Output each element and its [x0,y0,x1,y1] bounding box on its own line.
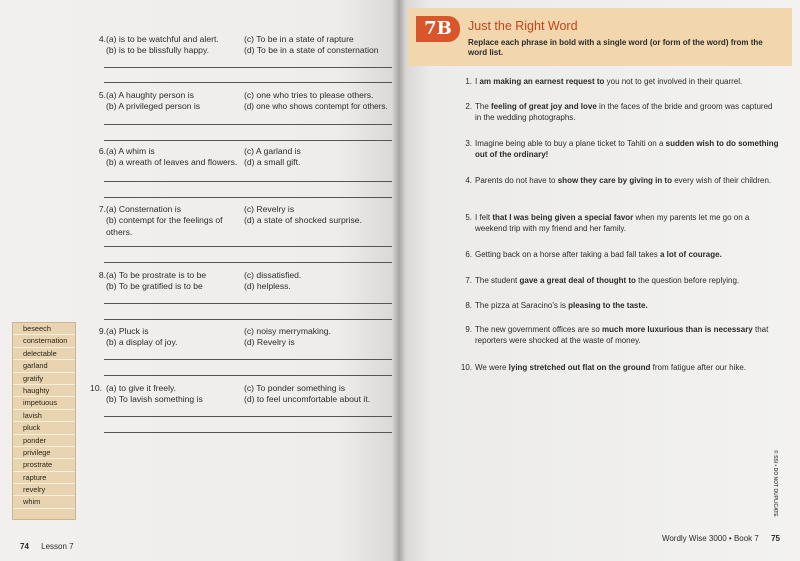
sentence-6 [460,249,780,260]
option-b: (b) To lavish something is [106,394,203,404]
option-d: (d) To be in a state of consternation [244,45,379,55]
lesson-label: Lesson 7 [41,542,74,551]
question-number: 7. [98,204,106,214]
exercise-instructions: Replace each phrase in bold with a single word (or form of the word) from the word list. [468,38,763,57]
option-d: (d) a state of shocked surprise. [244,215,362,225]
word-list-item: haughty [13,385,75,397]
option-c: (c) noisy merrymaking. [244,326,331,336]
question-7 [92,204,392,238]
bold-phrase: feeling of great joy and love [491,102,597,111]
answer-line[interactable] [104,124,392,125]
sentence-4 [460,175,780,186]
bold-phrase: sudden wish to do something out of the ordinary! [475,139,779,159]
bold-phrase: show they care by giving in to [557,176,672,185]
sentence-text: I felt [475,213,493,222]
answer-line[interactable] [104,82,392,83]
word-list [12,322,76,520]
question-4 [92,34,392,58]
right-page [398,0,800,561]
word-list-item: beseech [13,323,75,335]
option-c: (c) To ponder something is [244,383,346,393]
answer-line[interactable] [104,262,392,263]
sentence-number: 9. [465,325,472,334]
sentence-text: every wish of their children. [671,176,772,185]
option-c: (c) dissatisfied. [244,270,302,280]
option-a: (a) A whim is [106,146,155,156]
question-number: 8. [98,270,106,280]
answer-line[interactable] [104,416,392,417]
question-number: 9. [98,326,106,336]
word-list-item: privilege [13,447,75,459]
answer-line[interactable] [104,359,392,360]
sentence-number: 2. [465,102,472,111]
option-b: (b) contempt for the feelings of others. [106,215,223,237]
sentence-number: 4. [465,176,472,185]
left-footer [20,542,74,551]
option-b: (b) A privileged person is [106,101,201,111]
question-6 [92,146,392,170]
sentence-text: Parents do not have to [475,176,558,185]
word-list-item: revelry [13,484,75,496]
left-page [0,0,398,561]
sentence-text: Getting back on a horse after taking a bad fall takes [475,250,660,259]
answer-line[interactable] [104,432,392,433]
sentence-3 [460,138,780,160]
bold-phrase: pleasing to the taste. [568,301,648,310]
sentence-text: you not to get involved in their quarrel. [604,77,743,86]
page-number: 75 [771,534,780,543]
option-b: (b) To be gratified is to be [106,281,203,291]
word-list-item: garland [13,360,75,372]
word-list-item: rapture [13,472,75,484]
question-5 [92,90,392,114]
option-c: (c) To be in a state of rapture [244,34,354,44]
word-list-item: pluck [13,422,75,434]
sentence-7 [460,275,780,286]
sentence-number: 3. [465,139,472,148]
sentence-text: I [475,77,480,86]
sentence-text: in the faces of the bride and groom was captured in the wedding photographs. [475,102,773,122]
book-gutter [392,0,406,561]
option-a: (a) To be prostrate is to be [106,270,207,280]
sentence-9 [460,324,780,346]
option-a: (a) Pluck is [106,326,149,336]
sentence-1 [460,76,780,87]
answer-line[interactable] [104,197,392,198]
word-list-item: impetuous [13,397,75,409]
sentence-2 [460,101,780,123]
option-a: (a) A haughty person is [106,90,194,100]
question-number: 5. [98,90,106,100]
exercise-badge: 7B [416,16,460,42]
word-list-item: delectable [13,348,75,360]
sentence-8 [460,300,780,311]
bold-phrase: much more luxurious than is necessary [602,325,753,334]
sentence-text: when my parents let me go on a weekend trip with my friend and her family. [475,213,750,233]
word-list-item: gratify [13,373,75,385]
bold-phrase: am making an earnest request to [479,77,605,86]
sentence-number: 1. [465,77,472,86]
bold-phrase: a lot of courage. [660,250,722,259]
option-d: (d) a small gift. [244,157,301,167]
option-d: (d) to feel uncomfortable about it. [244,394,371,404]
question-10 [86,383,392,407]
answer-line[interactable] [104,375,392,376]
sentence-number: 7. [465,276,472,285]
answer-line[interactable] [104,246,392,247]
bold-phrase: that I was being given a special favor [492,213,634,222]
word-list-item: consternation [13,335,75,347]
copyright-notice: © SSI • DO NOT DUPLICATE [772,450,778,517]
sentence-text: the question before replying. [635,276,740,285]
answer-line[interactable] [104,67,392,68]
option-a: (a) to give it freely. [106,383,177,393]
sentence-number: 5. [465,213,472,222]
bold-phrase: lying stretched out flat on the ground [508,363,651,372]
word-list-item: ponder [13,435,75,447]
book-title: Wordly Wise 3000 • Book 7 [661,534,759,543]
sentence-number: 10. [460,363,472,372]
question-8 [92,270,392,294]
option-c: (c) one who tries to please others. [244,90,374,100]
option-c: (c) Revelry is [244,204,295,214]
exercise-title: Just the Right Word [468,19,578,33]
question-9 [92,326,392,350]
sentence-number: 6. [465,250,472,259]
option-c: (c) A garland is [244,146,301,156]
sentence-text: Imagine being able to buy a plane ticket to Tahiti on a [475,139,666,148]
sentence-5 [460,212,780,234]
sentence-text: The pizza at Saracino's is [475,301,569,310]
question-number: 4. [98,34,106,44]
question-number: 10. [90,383,102,393]
answer-line[interactable] [104,303,392,304]
question-number: 6. [98,146,106,156]
bold-phrase: gave a great deal of thought to [519,276,636,285]
sentence-text: We were [475,363,509,372]
answer-line[interactable] [104,140,392,141]
sentence-text: that reporters were shocked at the waste of money. [475,325,769,345]
sentence-text: The [475,102,492,111]
sentence-text: The student [475,276,520,285]
exercise-header [408,8,792,66]
page-number: 74 [20,542,29,551]
word-list-item: lavish [13,410,75,422]
option-d: (d) Revelry is [244,337,295,347]
answer-line[interactable] [104,181,392,182]
option-a: (a) is to be watchful and alert. [106,34,219,44]
option-b: (b) a display of joy. [106,337,178,347]
option-b: (b) is to be blissfully happy. [106,45,210,55]
option-a: (a) Consternation is [106,204,181,214]
option-d: (d) one who shows contempt for others. [244,102,388,111]
option-b: (b) a wreath of leaves and flowers. [106,157,238,167]
sentence-10 [454,362,774,373]
right-footer [662,534,780,543]
answer-line[interactable] [104,319,392,320]
word-list-item: prostrate [13,459,75,471]
sentence-text: The new government offices are so [475,325,603,334]
sentence-text: from fatigue after our hike. [650,363,747,372]
option-d: (d) helpless. [244,281,291,291]
word-list-item: whim [13,496,75,508]
sentence-number: 8. [465,301,472,310]
